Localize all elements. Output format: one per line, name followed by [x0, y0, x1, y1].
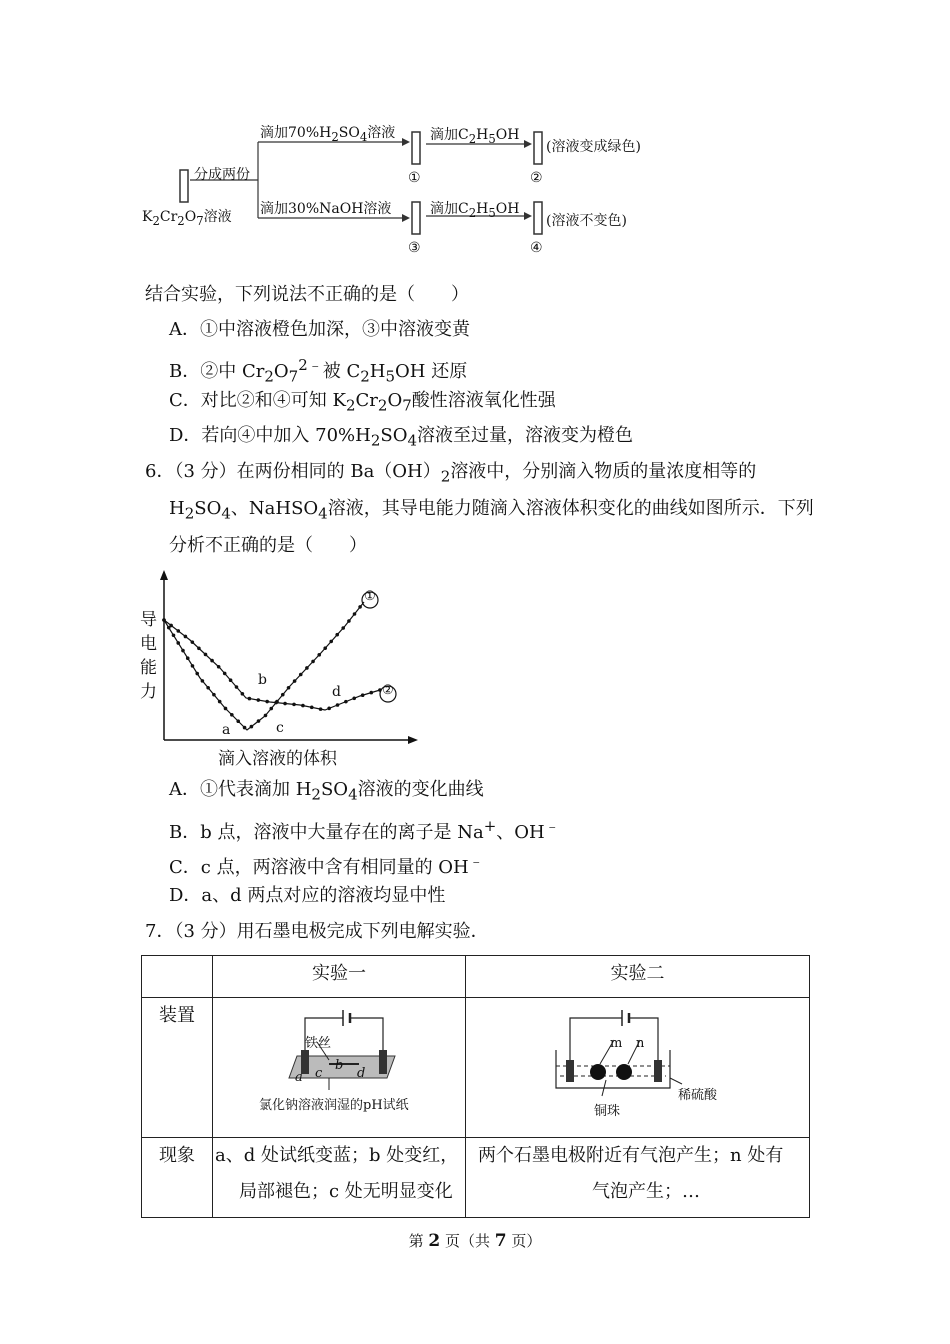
curve-1-dot	[257, 719, 261, 723]
curve-2-dot	[274, 701, 278, 705]
footer-page-number: 2	[428, 1231, 441, 1251]
curve-2-dot	[223, 672, 227, 676]
q6-option-c: C．c 点，两溶液中含有相同量的 OH﹣	[169, 852, 484, 878]
exp2-device-cell	[466, 998, 810, 1138]
curve-1-dot	[236, 719, 240, 723]
curve-1-dot	[218, 700, 222, 704]
curve-1-dot	[212, 693, 216, 697]
conductivity-graph	[140, 568, 430, 768]
bottom-result: (溶液不变色)	[546, 213, 627, 229]
exp2-left-electrode	[566, 1060, 574, 1082]
table-phenomenon-row	[142, 1138, 810, 1218]
exp1-phenomenon-line1: a、d 处试纸变蓝；b 处变红，	[215, 1145, 459, 1166]
curve-1-dot	[287, 686, 291, 690]
exp2-m-label: m	[610, 1036, 623, 1051]
point-a-label: a	[222, 722, 231, 738]
top-result: (溶液变成绿色)	[546, 139, 641, 155]
q5-option-d: D．若向④中加入 $70\%H_2SO_4$溶液至过量，溶液变为橙色	[169, 425, 634, 450]
curve-2-dot	[336, 703, 340, 707]
curve-2-dot	[265, 700, 269, 704]
q6-stem-line3: 分析不正确的是（ ）	[169, 535, 367, 556]
exp1-phenomenon-line2: 局部褪色；c 处无明显变化	[239, 1181, 453, 1202]
curve-1-dot	[329, 640, 333, 644]
tube-1-label: ①	[408, 170, 421, 186]
curve-1-dot	[269, 707, 273, 711]
q7-stem: 7．（3 分）用石墨电极完成下列电解实验．	[145, 921, 489, 942]
y-axis-label	[140, 608, 160, 704]
q6-option-b: B．b 点，溶液中大量存在的离子是 Na+、OH﹣	[169, 817, 560, 843]
split-label: 分成两份	[194, 167, 250, 183]
q5-option-b: B．②中 $Cr_2O_7^{2﹣}$被 $C_2H_5OH$ 还原	[169, 356, 468, 386]
curve-1-dot	[195, 672, 199, 676]
footer-prefix: 第	[408, 1232, 429, 1250]
bottom-second-reagent: 滴加$C_2H_5OH$	[430, 201, 520, 220]
curve-1-dot	[335, 633, 339, 637]
tube-4-label: ④	[530, 240, 543, 256]
header-exp2: 实验二	[466, 956, 810, 998]
phenomenon-label: 现象	[142, 1138, 213, 1218]
curve-1-dot	[317, 653, 321, 657]
curve-1-dot	[293, 679, 297, 683]
curve-1-dot	[323, 646, 327, 650]
curve-1-dot	[230, 713, 234, 717]
exp1-point-b: b	[335, 1058, 344, 1073]
curve-2-dot	[301, 704, 305, 708]
curve-1-dot	[250, 725, 254, 729]
curve-1-dot	[264, 714, 268, 718]
header-empty-cell	[142, 956, 213, 998]
exp2-n-label: n	[636, 1036, 645, 1051]
copper-bead-left	[590, 1064, 606, 1080]
curve-2-dot	[352, 697, 356, 701]
exp1-phenomenon	[213, 1138, 466, 1218]
tube-2	[534, 132, 542, 164]
tube-1	[412, 132, 420, 164]
q5-option-a: A．①中溶液橙色加深，③中溶液变黄	[169, 319, 470, 340]
curve-2-dot	[283, 702, 287, 706]
curve-2-dot	[292, 703, 296, 707]
exp2-apparatus	[472, 998, 802, 1128]
tube-4	[534, 202, 542, 234]
curve-2-dot	[344, 700, 348, 704]
curve-2-dot	[229, 678, 233, 682]
exp2-phenomenon-line2: 气泡产生；…	[592, 1181, 700, 1202]
exp1-point-c: c	[315, 1066, 323, 1081]
footer-suffix: 页）	[506, 1232, 542, 1250]
curve-1-dot	[206, 686, 210, 690]
y-label-char-2: 电	[140, 634, 157, 654]
curve-2	[164, 620, 380, 710]
y-label-char-4: 力	[140, 682, 157, 702]
q6-stem-line1: 6．（3 分）在两份相同的 $Ba(OH)_2$溶液中，分别滴入物质的量浓度相等的	[145, 461, 757, 486]
header-exp1: 实验一	[213, 956, 466, 998]
curve-1-dot	[176, 641, 180, 645]
iron-wire-label: 铁丝	[305, 1036, 332, 1051]
y-label-char-3: 能	[140, 658, 157, 678]
curve-2-dot	[162, 618, 166, 622]
reaction-scheme	[140, 118, 660, 268]
curve-2-dot	[310, 706, 314, 710]
exp2-right-electrode	[654, 1060, 662, 1082]
tube-2-label: ②	[530, 170, 543, 186]
q6-option-a: A．①代表滴加 $H_2SO_4$溶液的变化曲线	[169, 779, 484, 804]
device-label: 装置	[142, 998, 213, 1138]
curve-2-dot	[319, 707, 323, 711]
point-b-label: b	[258, 672, 267, 688]
y-label-char-1: 导	[140, 610, 157, 630]
x-axis-label: 滴入溶液的体积	[218, 749, 337, 769]
curve-1-dot	[299, 673, 303, 677]
start-test-tube	[180, 170, 188, 202]
curve-2-dot	[248, 697, 252, 701]
curve-1-dot	[281, 693, 285, 697]
footer-middle: 页（共	[440, 1232, 495, 1250]
curve-1-dot	[201, 679, 205, 683]
top-second-reagent: 滴加$C_2H_5OH$	[430, 127, 520, 146]
exp2-apparatus-svg	[472, 998, 802, 1128]
curve-1-dot	[172, 633, 176, 637]
curve-2-dot	[369, 691, 373, 695]
exp1-device-cell	[213, 998, 466, 1138]
point-d-label: d	[332, 684, 341, 700]
exp1-point-d: d	[357, 1066, 366, 1081]
exp1-point-a: a	[295, 1070, 303, 1085]
bottom-reagent-label: 滴加30%NaOH溶液	[260, 201, 392, 217]
exp1-apparatus	[219, 998, 459, 1128]
footer-total-pages: 7	[494, 1231, 507, 1251]
curve-2-dot	[197, 647, 201, 651]
curve-1-dot	[311, 660, 315, 664]
curve-1-label: ①	[364, 589, 376, 604]
curve-2-dot	[169, 624, 173, 628]
experiment-table	[141, 955, 810, 1218]
curve-1-dot	[347, 619, 351, 623]
curve-2-dot	[176, 629, 180, 633]
curve-2-dot	[210, 659, 214, 663]
curve-1-dot	[353, 612, 357, 616]
curve-2-label: ②	[382, 683, 394, 698]
page-footer	[0, 1230, 950, 1251]
curve-2-dot	[191, 640, 195, 644]
exp2-phenomenon-line1: 两个石墨电极附近有气泡产生；n 处有	[478, 1145, 784, 1166]
q6-stem-line2: $H_2SO_4$、NaHSO$_4$溶液，其导电能力随滴入溶液体积变化的曲线如图所示．下列	[169, 498, 814, 523]
ph-paper-label: 氯化钠溶液润湿的pH试纸	[259, 1098, 409, 1113]
table-device-row	[142, 998, 810, 1138]
curve-2-dot	[361, 693, 365, 697]
curve-1-dot	[358, 605, 362, 609]
q5-stem: 结合实验，下列说法不正确的是（ ）	[145, 284, 469, 305]
curve-2-dot	[241, 692, 245, 696]
curve-1-dot	[305, 666, 309, 670]
conductivity-graph-svg	[140, 568, 430, 768]
curve-1-dot	[243, 726, 247, 730]
top-reagent-label: 滴加$70\%H_2SO_4$溶液	[260, 125, 396, 144]
exp2-phenomenon	[466, 1138, 810, 1218]
right-graphite-electrode	[379, 1050, 387, 1074]
curve-2-dot	[217, 665, 221, 669]
curve-2-dot	[235, 685, 239, 689]
copper-bead-label: 铜珠	[594, 1104, 621, 1119]
q5-option-c: C．对比②和④可知 $K_2Cr_2O_7$酸性溶液氧化性强	[169, 390, 556, 415]
tube-3	[412, 202, 420, 234]
curve-2-dot	[184, 635, 188, 639]
point-c-label: c	[276, 720, 284, 736]
curve-2-dot	[256, 698, 260, 702]
start-label: $K_2Cr_2O_7$溶液	[142, 209, 232, 228]
curve-2-dot	[327, 707, 331, 711]
table-header-row	[142, 956, 810, 998]
curve-1-dot	[186, 656, 190, 660]
curve-1-dot	[224, 707, 228, 711]
curve-dots	[162, 605, 382, 729]
curve-1-dot	[191, 664, 195, 668]
curve-1-dot	[181, 649, 185, 653]
curve-1-dot	[341, 626, 345, 630]
curve-2-dot	[204, 653, 208, 657]
sulfuric-acid-label: 稀硫酸	[678, 1088, 718, 1103]
tube-3-label: ③	[408, 240, 421, 256]
copper-bead-right	[616, 1064, 632, 1080]
q6-option-d: D．a、d 两点对应的溶液均显中性	[169, 885, 446, 906]
